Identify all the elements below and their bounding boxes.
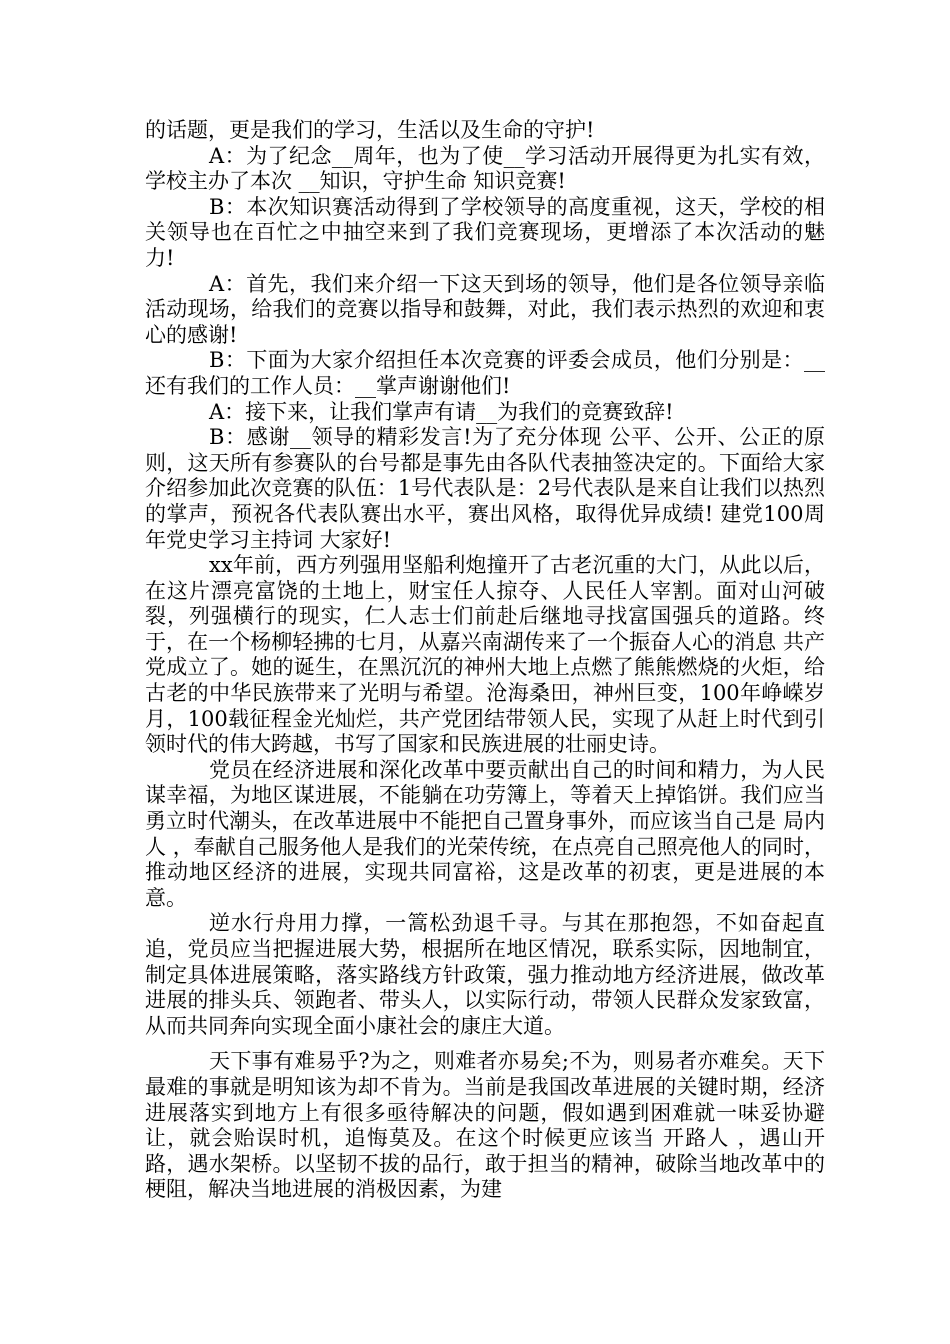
paragraph: A：首先，我们来介绍一下这天到场的领导，他们是各位领导亲临活动现场，给我们的竞赛以指导和鼓舞，对此，我们表示热烈的欢迎和衷心的感谢! <box>145 271 825 347</box>
paragraph: A：接下来，让我们掌声有请__为我们的竞赛致辞! <box>209 399 674 424</box>
paragraph: 党员在经济进展和深化改革中要贡献出自己的时间和精力，为人民谋幸福，为地区谋进展，不能躺在功劳簿上，等着天上掉馅饼。我们应当勇立时代潮头，在改革进展中不能把自己置身事外，而应该当自己是 局内人 ，奉献自己服务他人是我们的光荣传统，在点亮自己照亮他人的同时，推动地区经济的进展，实现共同富裕，这是改革的初衷，更是进展的本意。 <box>145 757 825 910</box>
paragraph: 天下事有难易乎?为之，则难者亦易矣;不为，则易者亦难矣。天下最难的事就是明知该为却不肯为。当前是我国改革进展的关键时期，经济进展落实到地方上有很多亟待解决的问题，假如遇到困难就一味妥协避让，就会贻误时机，追悔莫及。在这个时候更应该当 开路人 ，遇山开路，遇水架桥。以坚韧不拔的品行，敢于担当的精神，破除当地改革中的梗阻，解决当地进展的消极因素，为建 <box>145 1049 825 1202</box>
paragraph: 逆水行舟用力撑，一篙松劲退千寻。与其在那抱怨，不如奋起直追，党员应当把握进展大势，根据所在地区情况，联系实际，因地制宜，制定具体进展策略，落实路线方针政策，强力推动地方经济进展，做改革进展的排头兵、领跑者、带头人，以实际行动，带领人民群众发家致富，从而共同奔向实现全面小康社会的康庄大道。 <box>145 911 825 1038</box>
document-body <box>145 118 825 1203</box>
paragraph: xx年前，西方列强用坚船利炮撞开了古老沉重的大门，从此以后，在这片漂亮富饶的土地上，财宝任人掠夺、人民任人宰割。面对山河破裂，列强横行的现实，仁人志士们前赴后继地寻找富国强兵的道路。终于，在一个杨柳轻拂的七月，从嘉兴南湖传来了一个振奋人心的消息 共产党成立了。她的诞生，在黑沉沉的神州大地上点燃了熊熊燃烧的火炬，给古老的中华民族带来了光明与希望。沧海桑田，神州巨变，100年峥嵘岁月，100载征程金光灿烂，共产党团结带领人民，实现了从赶上时代到引领时代的伟大跨越，书写了国家和民族进展的壮丽史诗。 <box>145 553 825 757</box>
paragraph: A：为了纪念__周年，也为了使__学习活动开展得更为扎实有效，学校主办了本次 __知识，守护生命 知识竞赛! <box>145 143 825 194</box>
paragraph: B：下面为大家介绍担任本次竞赛的评委会成员，他们分别是：__还有我们的工作人员：__掌声谢谢他们! <box>145 348 825 398</box>
paragraph: 的话题，更是我们的学习，生活以及生命的守护! <box>145 118 595 142</box>
paragraph: B：感谢__领导的精彩发言!为了充分体现 公平、公开、公正的原则，这天所有参赛队的台号都是事先由各队代表抽签决定的。下面给大家介绍参加此次竞赛的队伍：1号代表队是：2号代表队是来自让我们以热烈的掌声，预祝各代表队赛出水平，赛出风格，取得优异成绩! 建党100周年党史学习主持词 大家好! <box>145 425 825 552</box>
paragraph: B：本次知识赛活动得到了学校领导的高度重视，这天，学校的相关领导也在百忙之中抽空来到了我们竞赛现场，更增添了本次活动的魅力! <box>145 194 825 270</box>
